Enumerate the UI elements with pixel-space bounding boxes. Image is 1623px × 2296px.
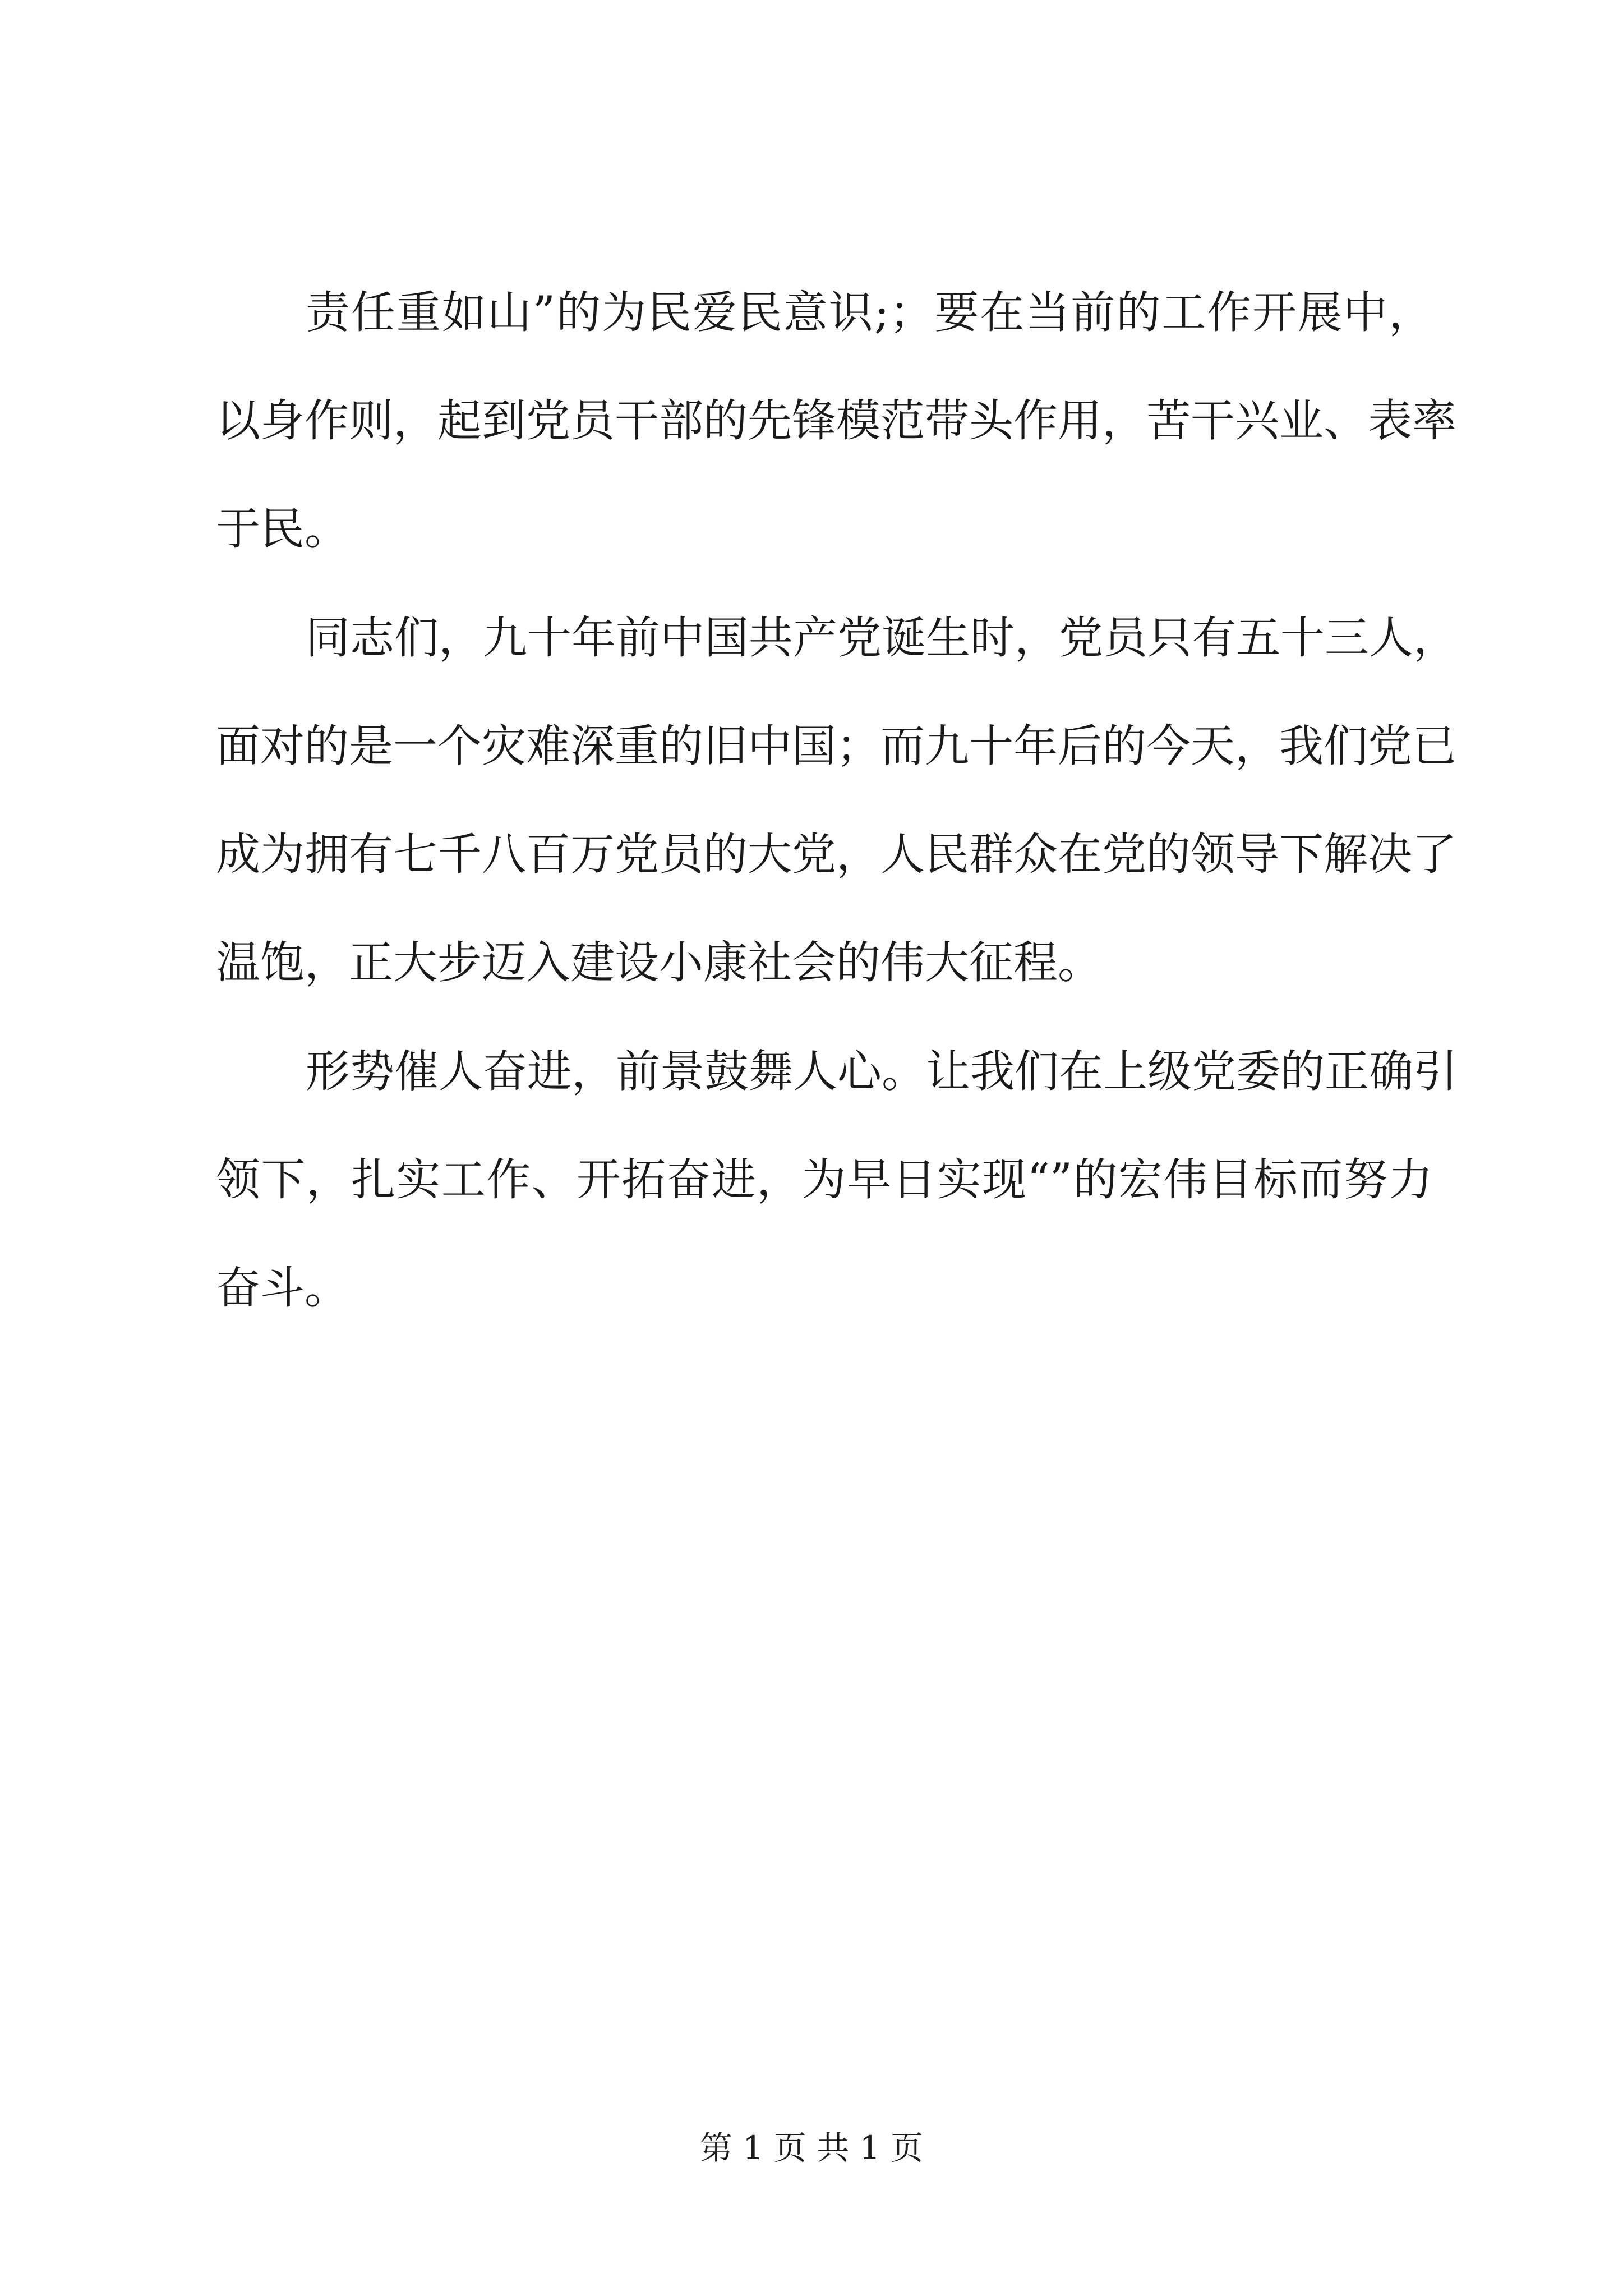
paragraph-line: 以身作则，起到党员干部的先锋模范带头作用，苦干兴业、表率 [216,395,1456,447]
paragraph-line: 奋斗。 [216,1262,349,1314]
paragraph-line: 面对的是一个灾难深重的旧中国；而九十年后的今天，我们党已 [216,720,1456,772]
paragraph-line: 领下，扎实工作、开拓奋进，为早日实现“”的宏伟目标而努力 [216,1154,1433,1205]
paragraph-line: 同志们，九十年前中国共产党诞生时，党员只有五十三人， [306,612,1458,664]
paragraph-line: 温饱，正大步迈入建设小康社会的伟大征程。 [216,937,1102,988]
paragraph-line: 责任重如山”的为民爱民意识;；要在当前的工作开展中， [306,287,1433,338]
paragraph-line: 于民。 [216,503,349,555]
paragraph-line: 形势催人奋进，前景鼓舞人心。让我们在上级党委的正确引 [306,1046,1458,1097]
paragraph-line: 成为拥有七千八百万党员的大党，人民群众在党的领导下解决了 [216,829,1456,880]
page-footer: 第 1 页 共 1 页 [700,2129,923,2167]
